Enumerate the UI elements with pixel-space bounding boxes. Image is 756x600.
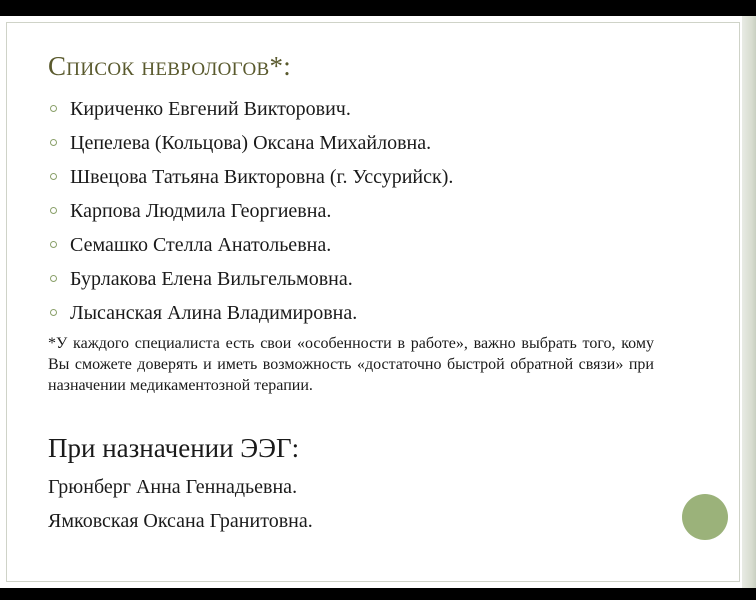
neurologist-name: Лысанская Алина Владимировна. [70,302,358,324]
neurologist-name: Бурлакова Елена Вильгельмовна. [70,268,353,290]
eeg-section-title: При назначении ЭЭГ: [48,433,300,463]
list-item [48,126,668,160]
slide-content [48,46,668,538]
list-item [48,262,668,296]
eeg-specialist: Грюнберг Анна Геннадьевна. [48,476,298,498]
green-circle-icon [682,494,728,540]
list-item [48,194,668,228]
slide [0,16,756,588]
hollow-circle-bullet-icon [50,207,57,214]
list-item [48,160,668,194]
hollow-circle-bullet-icon [50,173,57,180]
slide-title: Список неврологов*: [48,51,292,81]
hollow-circle-bullet-icon [50,241,57,248]
hollow-circle-bullet-icon [50,309,57,316]
list-item [48,92,668,126]
neurologist-name: Карпова Людмила Георгиевна. [70,200,332,222]
hollow-circle-bullet-icon [50,139,57,146]
hollow-circle-bullet-icon [50,275,57,282]
list-item [48,296,668,330]
neurologist-name: Кириченко Евгений Викторович. [70,98,351,120]
neurologist-name: Семашко Стелла Анатольевна. [70,234,332,256]
list-item [48,228,668,262]
hollow-circle-bullet-icon [50,105,57,112]
footnote: *У каждого специалиста есть свои «особенности в работе», важно выбрать того, кому Вы сможете доверять и иметь возможность «достаточно быстрой обратной связи» при назначении медикаментозной терапии. [48,335,654,394]
eeg-specialist: Ямковская Оксана Гранитовна. [48,510,313,532]
slide-side-stripe [742,16,756,588]
neurologist-list [48,92,668,330]
neurologist-name: Швецова Татьяна Викторовна (г. Уссурийск). [70,166,454,188]
neurologist-name: Цепелева (Кольцова) Оксана Михайловна. [70,132,432,154]
